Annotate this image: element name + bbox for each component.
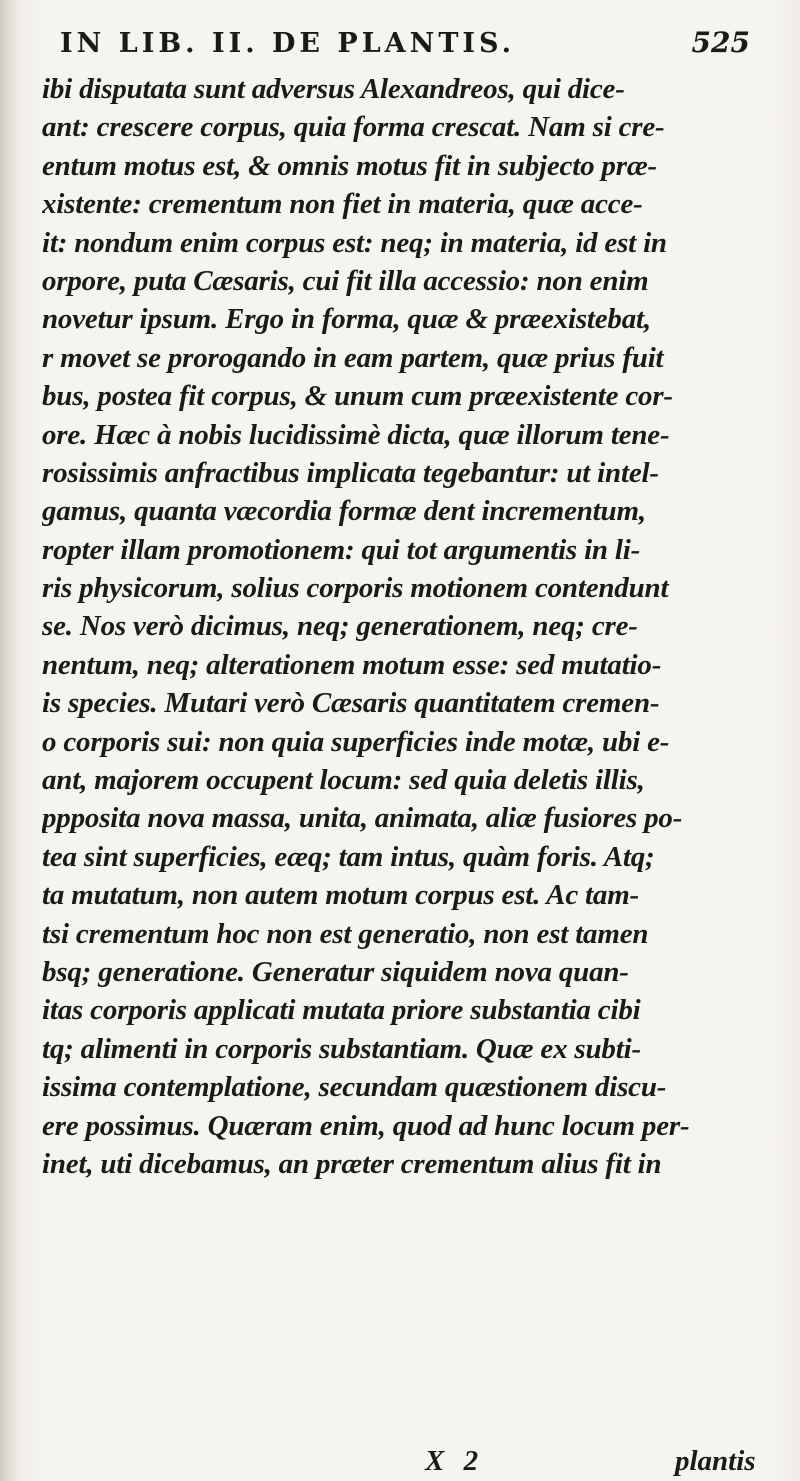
text-line: gamus, quanta væcordia formæ dent incrementum, [42,495,646,528]
text-line: novetur ipsum. Ergo in forma, quæ & præexistebat, [42,303,651,336]
text-line: xistente: crementum non fiet in materia, quæ acce- [42,188,643,221]
text-line: orpore, puta Cæsaris, cui fit illa accessio: non enim [42,264,649,297]
text-line: o corporis sui: non quia superficies inde motæ, ubi e- [42,725,670,758]
page-number: 525 [691,26,750,59]
text-line: se. Nos verò dicimus, neq; generationem, neq; cre- [42,610,638,643]
text-line: ore. Hæc à nobis lucidissimè dicta, quæ illorum tene- [42,418,670,451]
page-header [60,20,760,68]
text-line: is species. Mutari verò Cæsaris quantitatem cremen- [42,687,660,720]
binding-gutter [0,0,18,1481]
text-line: ppposita nova massa, unita, animata, aliæ fusiores po- [42,802,683,835]
text-line: r movet se prorogando in eam partem, quæ prius fuit [42,341,664,374]
text-line: nentum, neq; alterationem motum esse: sed mutatio- [42,648,662,681]
text-line: ibi disputata sunt adversus Alexandreos, qui dice- [42,73,625,105]
text-line: ropter illam promotionem: qui tot argumentis in li- [42,533,641,566]
text-line: ant: crescere corpus, quia forma crescat. Nam si cre- [42,111,665,144]
text-line: ris physicorum, solius corporis motionem contendunt [42,572,669,605]
text-line: inet, uti dicebamus, an præter crementum alius fit in [42,1147,662,1180]
text-line: rosissimis anfractibus implicata tegebantur: ut intel- [42,456,659,489]
text-line: tq; alimenti in corporis substantiam. Quæ ex subti- [42,1032,641,1065]
text-line: entum motus est, & omnis motus fit in subjecto præ- [42,149,658,182]
text-line: tea sint superficies, eæq; tam intus, quàm foris. Atq; [42,840,655,873]
text-line: tsi crementum hoc non est generatio, non est tamen [42,917,649,950]
running-head: IN LIB. II. DE PLANTIS. [60,28,515,59]
signature-mark: X 2 [425,1445,479,1477]
text-line: ere possimus. Quæram enim, quod ad hunc locum per- [42,1109,690,1142]
catchword: plantis [675,1445,756,1477]
text-line: it: nondum enim corpus est: neq; in materia, id est in [42,226,667,259]
text-line: itas corporis applicati mutata priore substantia cibi [42,994,641,1027]
text-line: bsq; generatione. Generatur siquidem nova quan- [42,955,629,988]
text-line: ta mutatum, non autem motum corpus est. Ac tam- [42,879,640,912]
text-body [42,70,787,1183]
text-line: bus, postea fit corpus, & unum cum præexistente cor- [42,380,673,413]
page-footer [0,1445,800,1481]
text-line: issima contemplatione, secundam quæstionem discu- [42,1071,667,1104]
text-line: ant, majorem occupent locum: sed quia deletis illis, [42,764,645,797]
